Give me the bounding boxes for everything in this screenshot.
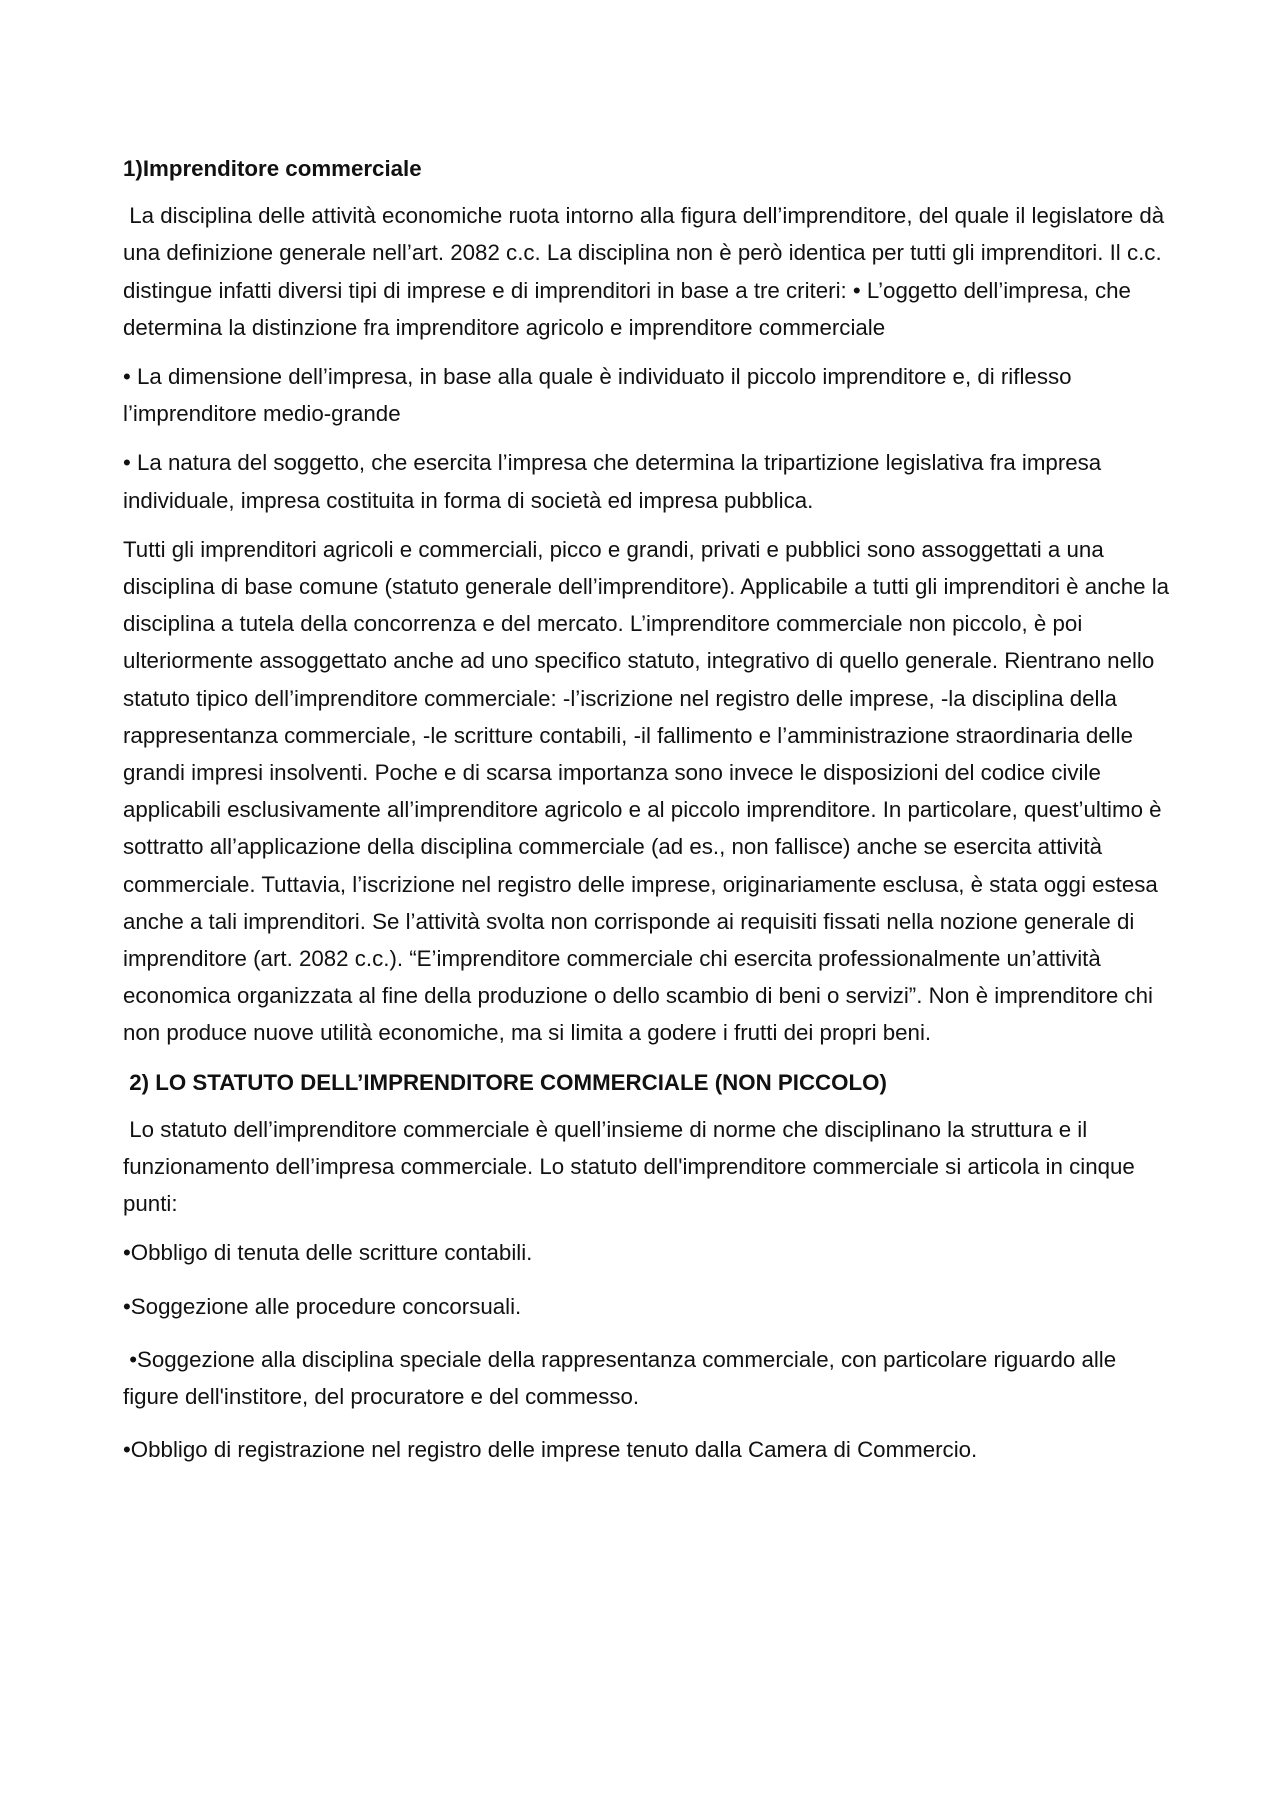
bullet-item: •Obbligo di tenuta delle scritture contabili. (123, 1240, 533, 1266)
bullet-item: •Soggezione alle procedure concorsuali. (123, 1293, 522, 1319)
document-body (123, 150, 1173, 1485)
section-1-paragraph-2: • La dimensione dell’impresa, in base alla quale è individuato il piccolo imprenditore e, di riflesso l’imprenditore medio-grande (123, 364, 1072, 427)
section-1-heading: 1)Imprenditore commerciale (123, 156, 422, 181)
bullet-item: •Obbligo di registrazione nel registro delle imprese tenuto dalla Camera di Commercio. (123, 1437, 978, 1463)
section-2-heading: 2) LO STATUTO DELL’IMPRENDITORE COMMERCIALE (NON PICCOLO) (123, 1069, 887, 1095)
bullet-item: •Soggezione alla disciplina speciale della rappresentanza commerciale, con particolare riguardo alle figure dell'institore, del procuratore e del commesso. (123, 1346, 1123, 1410)
section-2-paragraph-1: Lo statuto dell’imprenditore commerciale è quell’insieme di norme che disciplinano la struttura e il funzionamento dell’impresa commerciale. Lo statuto dell'imprenditore commerciale si articola in cinque punti: (123, 1116, 1142, 1217)
section-1-paragraph-4: Tutti gli imprenditori agricoli e commerciali, picco e grandi, privati e pubblici sono assoggettati a una disciplina di base comune (statuto generale dell’imprenditore). Applicabile a tutti gli imprenditori è anche la disciplina a tutela della concorrenza e del mercato. L’imprenditore commerciale non piccolo, è poi ulteriormente assoggettato anche ad uno specifico statuto, integrativo di quello generale. Rientrano nello statuto tipico dell’imprenditore commerciale: -l’iscrizione nel registro delle imprese, -la disciplina della rappresentanza commerciale, -le scritture contabili, -il fallimento e l’amministrazione straordinaria delle grandi impresi insolventi. Poche e di scarsa importanza sono invece le disposizioni del codice civile applicabili esclusivamente all’imprenditore agricolo e al piccolo imprenditore. In particolare, quest’ultimo è sottratto all’applicazione della disciplina commerciale (ad es., non fallisce) anche se esercita attività commerciale. Tuttavia, l’iscrizione nel registro delle imprese, originariamente esclusa, è stata oggi estesa anche a tali imprenditori. Se l’attività svolta non corrisponde ai requisiti fissati nella nozione generale di imprenditore (art. 2082 c.c.). “E’imprenditore commerciale chi esercita professionalmente un’attività economica organizzata al fine della produzione o dello scambio di beni o servizi”. Non è imprenditore chi non produce nuove utilità economiche, ma si limita a godere i frutti dei propri beni. (123, 536, 1170, 1046)
section-1-paragraph-1: La disciplina delle attività economiche ruota intorno alla figura dell’imprenditore, del quale il legislatore dà una definizione generale nell’art. 2082 c.c. La disciplina non è però identica per tutti gli imprenditori. Il c.c. distingue infatti diversi tipi di imprese e di imprenditori in base a tre criteri: • L’oggetto dell’impresa, che determina la distinzione fra imprenditore agricolo e imprenditore commerciale (123, 203, 1171, 340)
section-1-paragraph-3: • La natura del soggetto, che esercita l’impresa che determina la tripartizione legislativa fra impresa individuale, impresa costituita in forma di società ed impresa pubblica. (123, 450, 1102, 513)
